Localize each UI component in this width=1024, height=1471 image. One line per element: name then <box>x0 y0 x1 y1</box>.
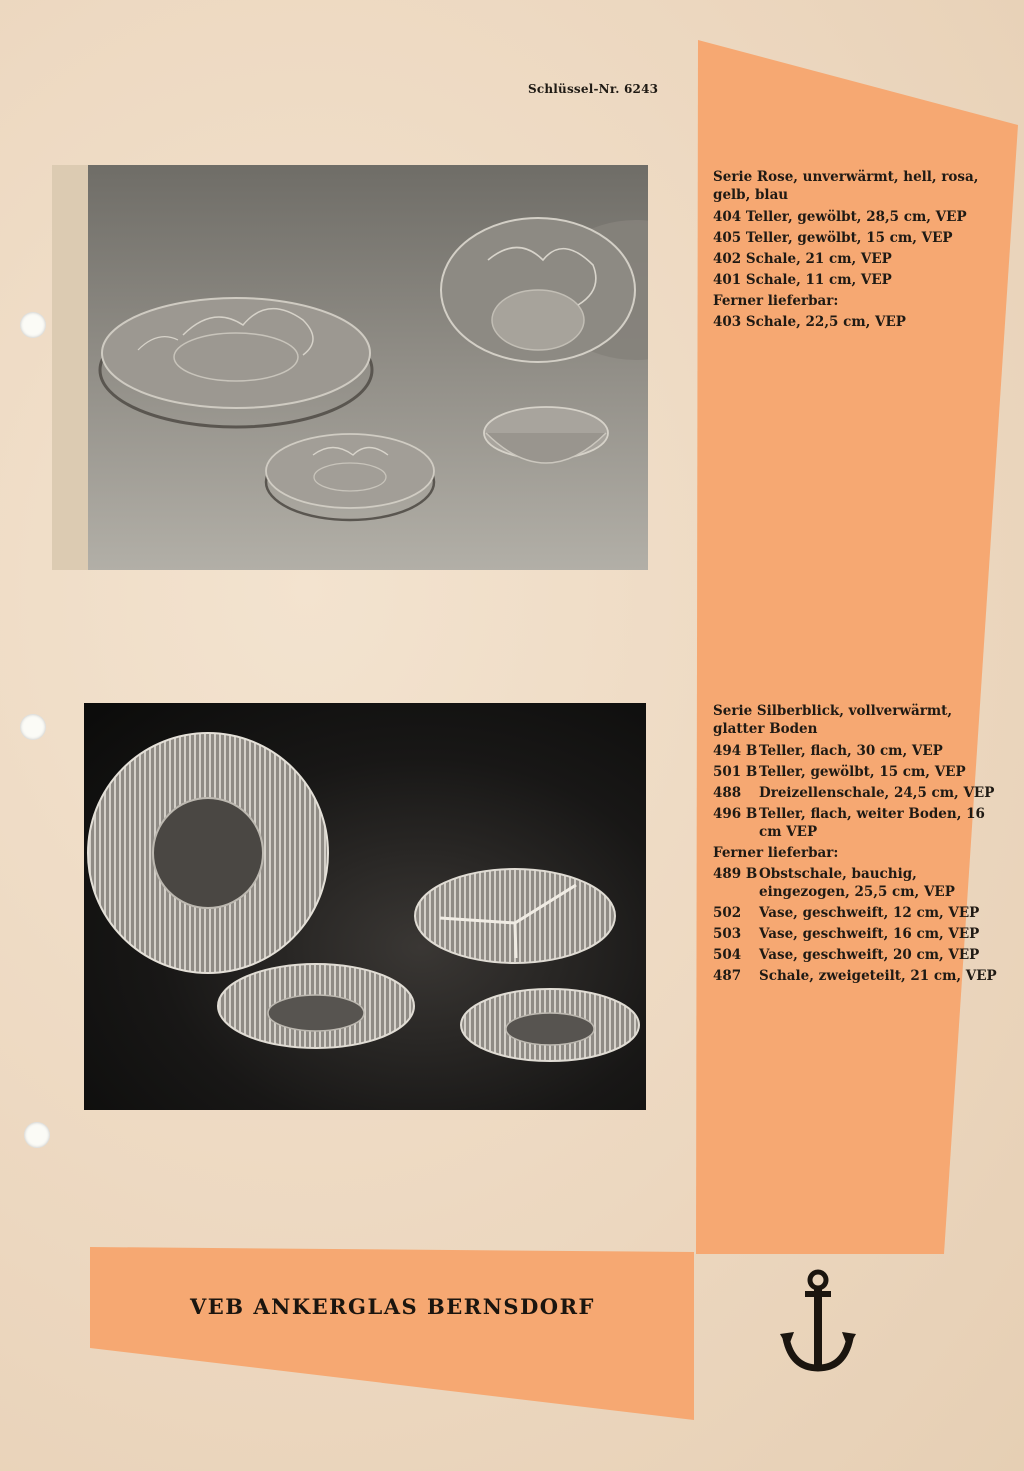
item-number: 494 B <box>713 743 758 759</box>
list-item <box>713 864 1003 903</box>
item-description: Vase, geschweift, 12 cm, VEP <box>759 905 980 921</box>
photo-rose-series <box>88 165 648 570</box>
list-item: 401 Schale, 11 cm, VEP <box>713 272 892 288</box>
item-number: 503 <box>713 926 742 942</box>
also-available-label: Ferner lieferbar: <box>713 845 839 861</box>
item-number: 487 <box>713 968 742 984</box>
item-description: Vase, geschweift, 20 cm, VEP <box>759 947 980 963</box>
item-number: 488 <box>713 785 742 801</box>
list-item <box>713 804 1003 843</box>
list-item: 402 Schale, 21 cm, VEP <box>713 251 892 267</box>
list-item: 405 Teller, gewölbt, 15 cm, VEP <box>713 230 953 246</box>
list-item <box>713 903 1003 924</box>
list-item: 403 Schale, 22,5 cm, VEP <box>713 314 906 330</box>
list-item: 404 Teller, gewölbt, 28,5 cm, VEP <box>713 209 967 225</box>
item-number: 502 <box>713 905 742 921</box>
list-item <box>713 924 1003 945</box>
item-number: 501 B <box>713 764 758 780</box>
series-silberblick-title: Serie Silberblick, vollverwärmt, glatter Boden <box>713 703 953 737</box>
item-description: Teller, gewölbt, 15 cm, VEP <box>759 764 966 780</box>
punch-hole <box>24 1122 50 1148</box>
list-item <box>713 741 1003 762</box>
punch-hole <box>20 714 46 740</box>
item-number: 504 <box>713 947 742 963</box>
anchor-icon <box>780 1268 856 1376</box>
photo-silberblick-series <box>84 703 646 1110</box>
key-number: Schlüssel-Nr. 6243 <box>528 82 659 96</box>
also-available-label: Ferner lieferbar: <box>713 293 839 309</box>
list-item <box>713 783 1003 804</box>
item-description: Obstschale, bauchig, eingezogen, 25,5 cm, VEP <box>759 866 955 900</box>
item-description: Teller, flach, 30 cm, VEP <box>759 743 943 759</box>
item-description: Vase, geschweift, 16 cm, VEP <box>759 926 980 942</box>
list-item <box>713 966 1003 987</box>
company-name: VEB ANKERGLAS BERNSDORF <box>190 1294 595 1319</box>
series-silberblick-text <box>713 702 1003 987</box>
item-description: Schale, zweigeteilt, 21 cm, VEP <box>759 968 997 984</box>
item-number: 489 B <box>713 866 758 882</box>
item-number: 496 B <box>713 806 758 822</box>
list-item <box>713 945 1003 966</box>
item-description: Dreizellenschale, 24,5 cm, VEP <box>759 785 995 801</box>
list-item <box>713 762 1003 783</box>
series-rose-title: Serie Rose, unverwärmt, hell, rosa, gelb, blau <box>713 169 979 203</box>
punch-hole <box>20 312 46 338</box>
item-description: Teller, flach, weiter Boden, 16 cm VEP <box>759 806 985 840</box>
series-rose-text <box>713 168 1003 333</box>
photo-border <box>52 165 88 570</box>
